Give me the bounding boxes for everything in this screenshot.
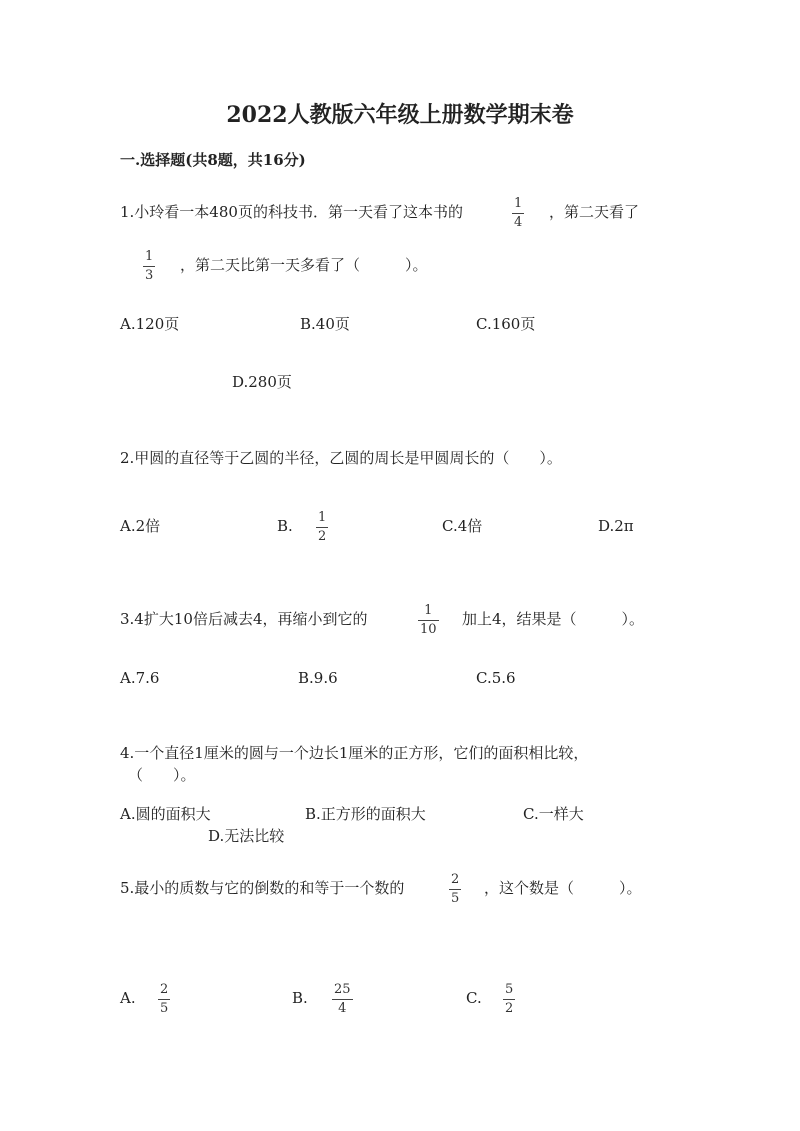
question-5-text-a: 5.最小的质数与它的倒数的和等于一个数的 (120, 879, 405, 897)
fraction-denominator: 4 (338, 1001, 347, 1016)
question-5-fraction (449, 873, 461, 906)
fraction-bar (503, 999, 515, 1000)
question-1-option-d[interactable]: D.280页 (232, 373, 292, 391)
question-3-option-b[interactable]: B.9.6 (298, 669, 338, 687)
fraction-numerator: 1 (424, 603, 433, 618)
fraction-denominator: 3 (145, 268, 154, 283)
question-1-text-c: ，第二天比第一天多看了（ ）。 (180, 256, 428, 274)
fraction-denominator: 2 (505, 1001, 514, 1016)
fraction-numerator: 1 (514, 196, 523, 211)
fraction-bar (418, 620, 439, 621)
option-label: A. (120, 989, 136, 1007)
question-3-fraction (418, 604, 439, 637)
option-label: B. (277, 517, 293, 535)
question-4-line-1: 4.一个直径1厘米的圆与一个边长1厘米的正方形，它们的面积相比较， (120, 744, 589, 762)
fraction-denominator: 10 (420, 622, 437, 637)
question-1-text-a: 1.小玲看一本480页的科技书．第一天看了这本书的 (120, 203, 463, 221)
fraction-numerator: 2 (451, 872, 460, 887)
fraction-bar (332, 999, 353, 1000)
fraction-bar (158, 999, 170, 1000)
fraction-numerator: 2 (160, 982, 169, 997)
question-4-option-c[interactable]: C.一样大 (523, 805, 584, 823)
fraction-denominator: 5 (160, 1001, 169, 1016)
fraction-bar (143, 266, 155, 267)
question-3-text-a: 3.4扩大10倍后减去4，再缩小到它的 (120, 610, 368, 628)
fraction-bar (512, 213, 524, 214)
question-5-option-b-fraction (332, 983, 353, 1016)
question-1-fraction-2 (143, 250, 155, 283)
question-3-text-b: 加上4，结果是（ ）。 (462, 610, 645, 628)
question-4-line-2: （ ）。 (128, 766, 196, 784)
option-label: B. (292, 989, 308, 1007)
question-1-option-a[interactable]: A.120页 (120, 315, 180, 333)
question-1-text-b: ，第二天看了 (549, 203, 640, 221)
question-2-option-d[interactable]: D.2π (598, 517, 634, 535)
question-4-option-b[interactable]: B.正方形的面积大 (305, 805, 426, 823)
question-2-text: 2.甲圆的直径等于乙圆的半径，乙圆的周长是甲圆周长的（ ）。 (120, 449, 562, 467)
fraction-numerator: 1 (145, 249, 154, 264)
fraction-bar (449, 889, 461, 890)
question-2-option-c[interactable]: C.4倍 (442, 517, 483, 535)
option-label: C. (466, 989, 482, 1007)
question-3-option-c[interactable]: C.5.6 (476, 669, 516, 687)
fraction-denominator: 4 (514, 215, 523, 230)
fraction-denominator: 5 (451, 891, 460, 906)
question-1-fraction-1 (512, 197, 524, 230)
question-4-option-d[interactable]: D.无法比较 (208, 827, 285, 845)
section-heading: 一.选择题(共8题，共16分) (120, 151, 306, 169)
question-5-option-a-fraction (158, 983, 170, 1016)
question-3-option-a[interactable]: A.7.6 (120, 669, 160, 687)
question-4-option-a[interactable]: A.圆的面积大 (120, 805, 211, 823)
question-1-option-c[interactable]: C.160页 (476, 315, 536, 333)
fraction-bar (316, 527, 328, 528)
exam-title: 2022人教版六年级上册数学期末卷 (226, 102, 574, 128)
question-5-text-b: ，这个数是（ ）。 (484, 879, 642, 897)
question-2-option-a[interactable]: A.2倍 (120, 517, 161, 535)
fraction-numerator: 5 (505, 982, 514, 997)
question-1-option-b[interactable]: B.40页 (300, 315, 350, 333)
fraction-numerator: 1 (318, 510, 327, 525)
question-5-option-c-fraction (503, 983, 515, 1016)
fraction-denominator: 2 (318, 529, 327, 544)
fraction-numerator: 25 (334, 982, 351, 997)
question-2-option-b-fraction (316, 511, 328, 544)
